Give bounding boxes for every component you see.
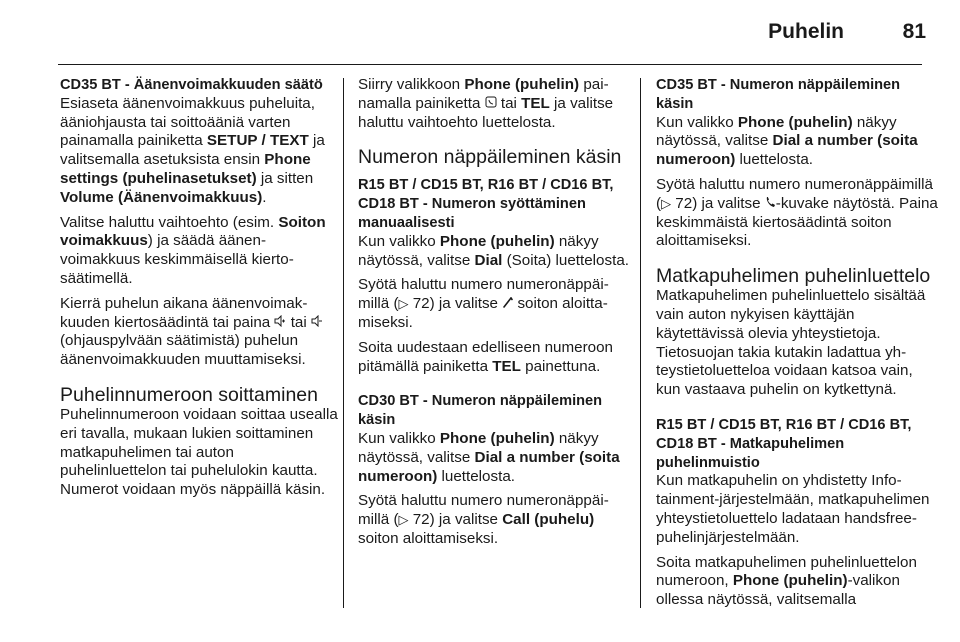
text: Syötä haluttu numero numeronäppäimillä ( [656, 175, 933, 212]
text: Soita uudestaan edelliseen numeroon pitämällä painiketta [358, 338, 613, 375]
section-heading: Numeron näppäileminen käsin [358, 146, 622, 169]
section-title: R15 BT / CD15 BT, R16 BT / CD16 BT, CD18 BT - Numeron syöttäminen manuaalisesti [358, 177, 614, 231]
header-rule [58, 64, 922, 65]
text: Kun valikko [656, 113, 738, 131]
ui-label: TEL [521, 94, 550, 112]
text: luettelosta. [735, 151, 813, 169]
ui-label: Phone (puhelin) [732, 572, 848, 590]
paragraph [358, 339, 630, 377]
page-reference: 72 [408, 295, 430, 313]
text: Esiaseta äänenvoimakkuus puheluita, ääniohjausta tai soittoääniä varten painamalla painiketta [60, 94, 315, 150]
text: tai [496, 94, 522, 112]
ui-label: Phone settings (puhelinasetukset) [60, 151, 311, 187]
text: ) ja valitse [429, 295, 503, 313]
paragraph: Puhelinnumeroon voidaan soittaa usealla eri tavalla, mukaan lukien soittaminen matkapuhelimen tai auton puhelinluettelon tai puhelulokin kautta. Numerot voidaan myös näppäillä käsin. [60, 405, 338, 499]
section-heading: Matkapuhelimen puhelinluettelo [656, 265, 931, 288]
text: Soita matkapuhelimen puhelinluettelon numeroon, [656, 553, 917, 590]
text: ja sitten [256, 169, 314, 187]
text: tai [286, 313, 311, 331]
text: näkyy näytössä, valitse [656, 113, 897, 150]
page-reference: 72 [671, 194, 693, 212]
text: Kun valikko [358, 429, 440, 447]
section-heading: Puhelinnumeroon soittaminen [60, 383, 318, 406]
text: ) ja säädä äänenvoimakkuus keskimmäisellä kiertosäätimellä. [60, 232, 294, 287]
ui-label: Phone (puhelin) [439, 232, 555, 250]
section-title: CD35 BT - Äänenvoimakkuuden säätö [60, 77, 323, 93]
text: ja valitse haluttu vaihtoehto luettelosta. [358, 94, 614, 131]
page-reference-icon: ▷ [661, 195, 672, 211]
text: painamalla painiketta [358, 76, 609, 112]
column-3 [656, 76, 938, 616]
paragraph [60, 295, 338, 370]
ui-label: Dial a number (soita numeroon) [358, 448, 620, 485]
text: ) ja valitse [429, 511, 503, 529]
page-number: 81 [902, 20, 926, 43]
ui-label: SETUP / TEXT [206, 132, 309, 150]
text: Kun valikko [358, 232, 440, 250]
ui-label: TEL [492, 357, 521, 375]
call-icon [502, 295, 513, 314]
text: näkyy näytössä, valitse [358, 232, 599, 269]
column-divider [640, 78, 641, 608]
text: (ohjauspylvään säätimistä) puhelun äänenvoimakkuuden muuttamiseksi. [60, 332, 306, 369]
text: Syötä haluttu numero numeronäppäimillä ( [358, 492, 609, 529]
section-title: CD30 BT - Numeron näppäileminen käsin [358, 393, 603, 429]
paragraph [656, 114, 938, 170]
text: Siirry valikkoon [358, 76, 465, 93]
ui-label: Dial [474, 251, 503, 269]
text: -valikon ollessa näytössä, valitsemalla [656, 572, 900, 609]
text: painettuna. [520, 357, 601, 375]
ui-label: Dial a number (soita numeroon) [656, 132, 918, 169]
ui-label: Phone (puhelin) [737, 113, 853, 131]
text: (Soita) luettelosta. [502, 251, 629, 269]
paragraph: Matkapuhelimen puhelinluettelo sisältää vain auton nykyisen käyttäjän käytettävissä olevia yhteystietoja. Tietosuojan takia kutakin ladattua yhteystietoluetteloa voidaan katsoa vain, kun vastaava puhelin on kytkettynä. [656, 287, 926, 399]
ui-label: Phone (puhelin) [439, 429, 555, 447]
page-reference: 72 [408, 511, 430, 529]
text: ) ja valitse [692, 194, 765, 212]
paragraph [358, 76, 630, 132]
column-divider [343, 78, 344, 608]
paragraph [656, 554, 938, 610]
page-reference-icon: ▷ [398, 296, 409, 312]
paragraph [358, 276, 630, 332]
paragraph [358, 430, 630, 486]
volume-up-icon [274, 314, 286, 333]
text: ja valitsemalla asetuksista ensin [60, 132, 325, 169]
ui-label: Soiton voimakkuus [60, 213, 326, 250]
paragraph [60, 214, 338, 289]
paragraph [358, 233, 630, 271]
text: näkyy näytössä, valitse [358, 429, 599, 466]
text: soiton aloittamiseksi. [358, 529, 499, 547]
column-1 [60, 76, 338, 506]
text: . [262, 188, 267, 206]
paragraph: Kun matkapuhelin on yhdistetty Infotainment-järjestelmään, matkapuhelimen yhteystietoluettelo ladataan handsfree-puhelinjärjestelmään. [656, 472, 930, 546]
page-reference-icon: ▷ [398, 512, 409, 528]
page-title: Puhelin [768, 20, 844, 43]
ui-label: Call (puhelu) [502, 511, 595, 529]
ui-label: Volume (Äänenvoimakkuus) [60, 188, 263, 206]
text: Syötä haluttu numero numeronäppäimillä ( [358, 276, 609, 313]
text: Kierrä puhelun aikana äänenvoimakkuuden kiertosäädintä tai paina [60, 294, 308, 331]
paragraph [358, 492, 630, 548]
handset-icon [765, 195, 776, 214]
text: luettelosta. [437, 467, 515, 485]
section-title: CD35 BT - Numeron näppäileminen käsin [656, 77, 901, 112]
text: soiton aloittamiseksi. [358, 295, 608, 331]
section-title: R15 BT / CD15 BT, R16 BT / CD16 BT, CD18 BT - Matkapuhelimen puhelinmuistio [656, 416, 912, 471]
paragraph [60, 95, 338, 208]
phone-button-icon [485, 95, 497, 114]
paragraph [656, 176, 938, 251]
column-2 [358, 76, 630, 555]
text: -kuvake näytöstä. Paina keskimmäistä kiertosäädintä soiton aloittamiseksi. [656, 194, 938, 250]
ui-label: Phone (puhelin) [464, 76, 580, 93]
volume-down-icon [311, 314, 323, 333]
text: Valitse haluttu vaihtoehto (esim. [60, 213, 279, 231]
